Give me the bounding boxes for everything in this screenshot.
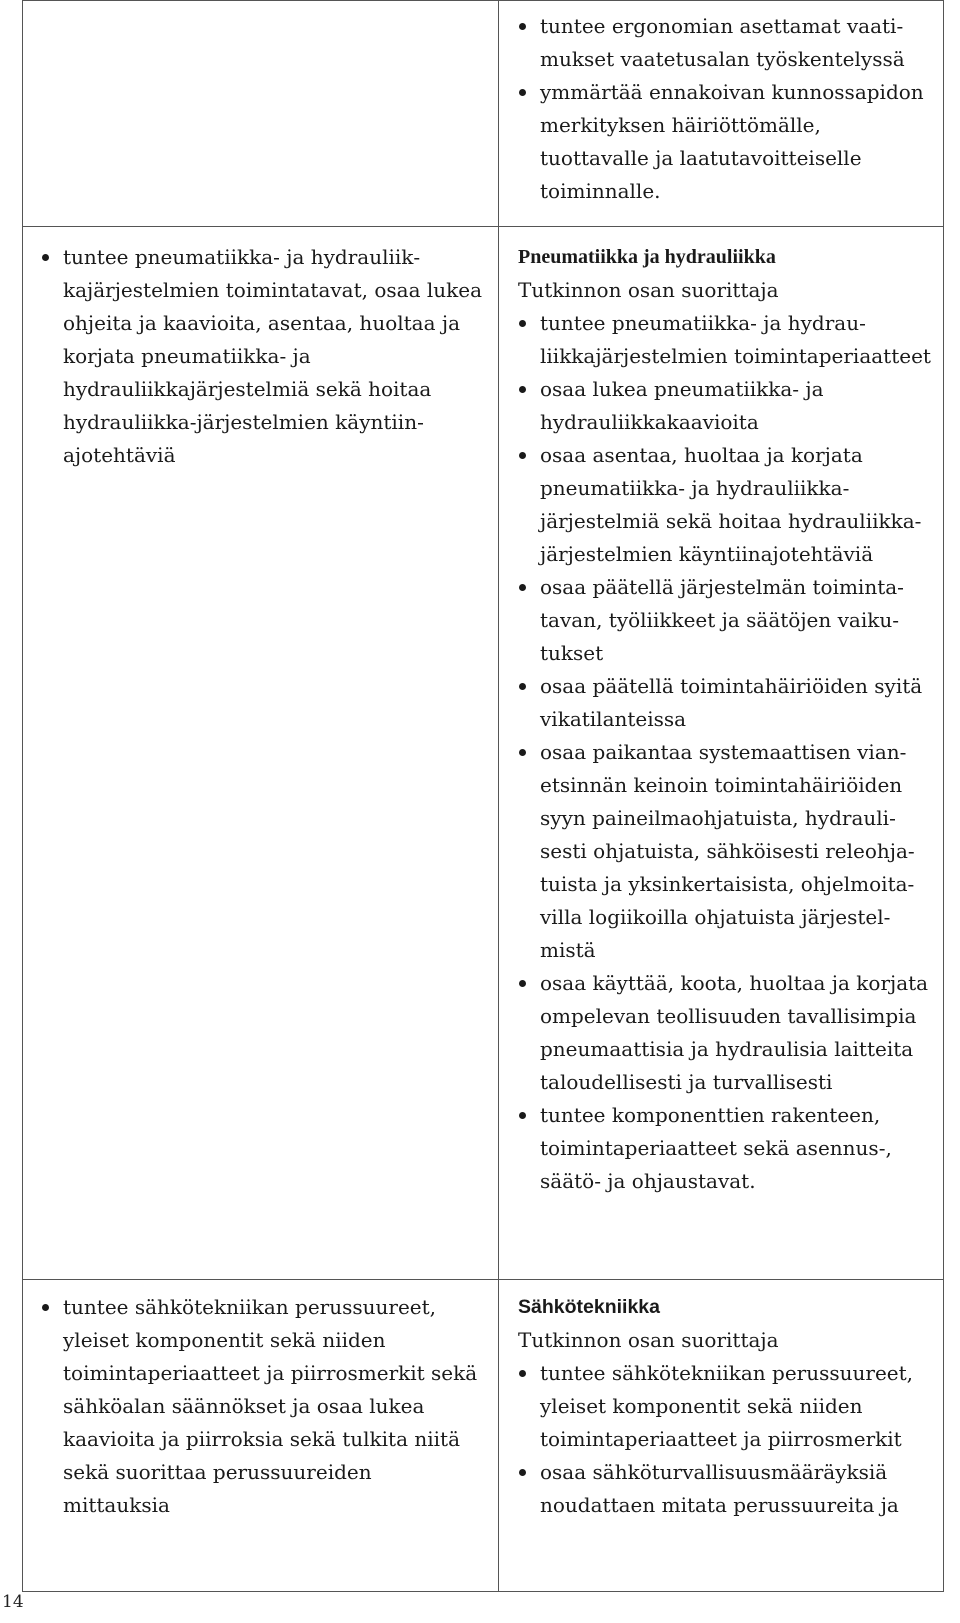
list-item: tuntee komponenttien rakenteen, toimintaperiaatteet sekä asennus-, säätö- ja ohjaustavat. (518, 1099, 933, 1198)
section-heading-electrical: Sähkötekniikka (518, 1296, 660, 1318)
row2-right-cell (499, 241, 943, 1198)
row1-right-cell (499, 10, 943, 208)
competence-table (22, 0, 944, 1592)
row-divider-1 (23, 226, 943, 227)
row3-left-cell (23, 1291, 498, 1522)
list-item: osaa päätellä järjestelmän toimintatavan, työliikkeet ja säätöjen vaikutukset (518, 571, 933, 670)
list-item: osaa lukea pneumatiikka- ja hydrauliikkakaavioita (518, 373, 933, 439)
row3-right-cell (499, 1291, 943, 1522)
row2-left-list (41, 241, 484, 472)
list-item: osaa asentaa, huoltaa ja korjata pneumatiikka- ja hydrauliikkajärjestelmiä sekä hoitaa hydrauliikkajärjestelmien käyntiinajotehtäviä (518, 439, 933, 571)
row2-right-list (518, 307, 933, 1198)
list-item: ymmärtää ennakoivan kunnossapidon merkityksen häiriöttömälle, tuottavalle ja laatutavoitteiselle toiminnalle. (518, 76, 933, 208)
row3-left-list (41, 1291, 484, 1522)
list-item: tuntee sähkötekniikan perussuureet, yleiset komponentit sekä niiden toimintaperiaatteet ja piirrosmerkit sekä sähköalan säännökset ja osaa lukea kaavioita ja piirroksia sekä tulkita niitä sekä suorittaa perussuureiden mittauksia (41, 1291, 484, 1522)
list-item: tuntee ergonomian asettamat vaatimukset vaatetusalan työskentelyssä (518, 10, 933, 76)
row-divider-2 (23, 1279, 943, 1280)
list-item: osaa paikantaa systemaattisen vianetsinnän keinoin toimintahäiriöiden syyn paineilmaohjatuista, hydraulisesti ohjatuista, sähköisesti releohjatuista ja yksinkertaisista, ohjelmoitavilla logiikoilla ohjatuista järjestelmistä (518, 736, 933, 967)
section-subheading: Tutkinnon osan suorittaja (518, 278, 779, 302)
list-item: tuntee pneumatiikka- ja hydrauliikkajärjestelmien toimintatavat, osaa lukea ohjeita ja kaavioita, asentaa, huoltaa ja korjata pneumatiikka- ja hydrauliikkajärjestelmiä sekä hoitaa hydrauliikka-järjestelmien käyntiinajotehtäviä (41, 241, 484, 472)
list-item: osaa käyttää, koota, huoltaa ja korjata ompelevan teollisuuden tavallisimpia pneumaattisia ja hydraulisia laitteita taloudellisesti ja turvallisesti (518, 967, 933, 1099)
list-item: osaa sähköturvallisuusmääräyksiä noudattaen mitata perussuureita ja (518, 1456, 933, 1522)
list-item: tuntee sähkötekniikan perussuureet, yleiset komponentit sekä niiden toimintaperiaatteet ja piirrosmerkit (518, 1357, 933, 1456)
list-item: osaa päätellä toimintahäiriöiden syitä vikatilanteissa (518, 670, 933, 736)
row1-right-list (518, 10, 933, 208)
section-subheading: Tutkinnon osan suorittaja (518, 1328, 779, 1352)
row3-right-list (518, 1357, 933, 1522)
list-item: tuntee pneumatiikka- ja hydrauliikkajärjestelmien toimintaperiaatteet (518, 307, 933, 373)
section-heading-pneumatics: Pneumatiikka ja hydrauliikka (518, 246, 776, 268)
row2-left-cell (23, 241, 498, 472)
page-number: 14 (2, 1592, 24, 1612)
